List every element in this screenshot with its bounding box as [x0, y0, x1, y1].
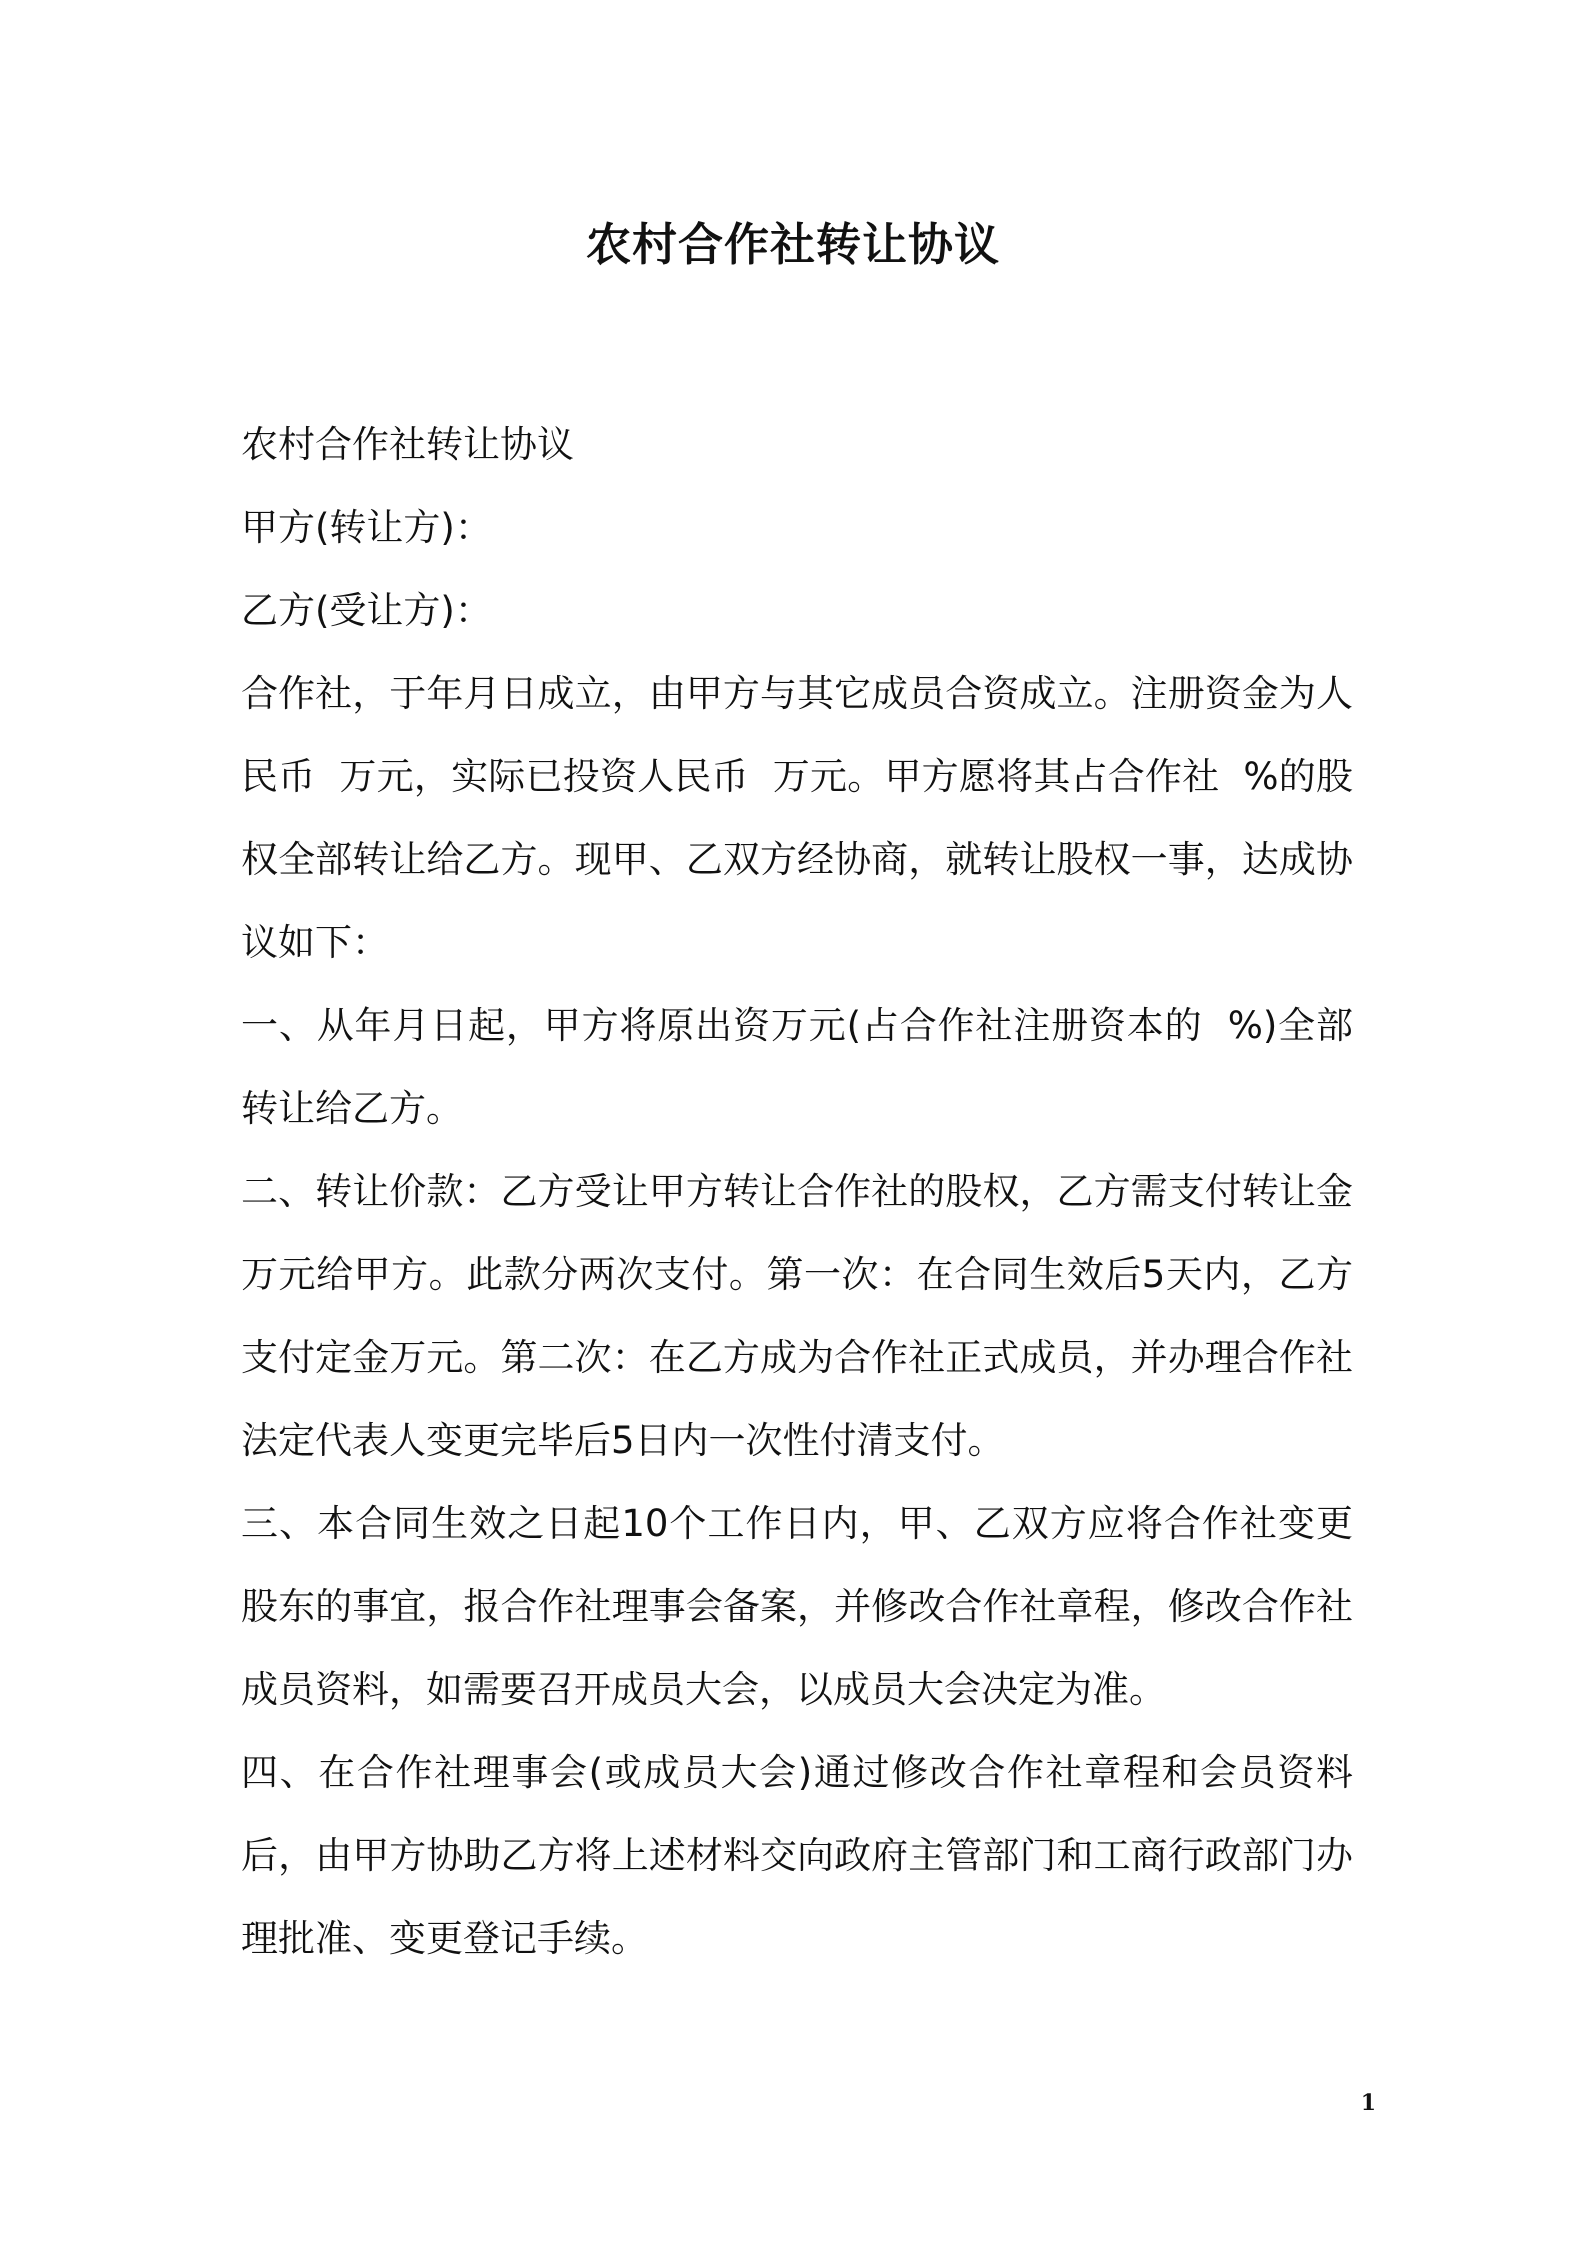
- document-title: 农村合作社转让协议: [585, 218, 1000, 271]
- party-a-line: 甲方(转让方)：: [241, 506, 492, 549]
- page-number: 1: [1360, 2090, 1376, 2116]
- clause-4-paragraph: 四、在合作社理事会(或成员大会)通过修改合作社章程和会员资料后，由甲方协助乙方将上述材料交向政府主管部门和工商行政部门办理批准、变更登记手续。: [241, 1751, 1353, 1960]
- clause-1-paragraph: 一、从年月日起，甲方将原出资万元(占合作社注册资本的 %)全部转让给乙方。: [241, 1004, 1353, 1130]
- party-b-line: 乙方(受让方)：: [241, 589, 492, 632]
- clause-3-paragraph: 三、本合同生效之日起10个工作日内，甲、乙双方应将合作社变更股东的事宜，报合作社理事会备案，并修改合作社章程，修改合作社成员资料，如需要召开成员大会，以成员大会决定为准。: [241, 1502, 1353, 1711]
- clause-2-paragraph: 二、转让价款：乙方受让甲方转让合作社的股权，乙方需支付转让金万元给甲方。此款分两次支付。第一次：在合同生效后5天内，乙方支付定金万元。第二次：在乙方成为合作社正式成员，并办理合作社法定代表人变更完毕后5日内一次性付清支付。: [241, 1170, 1353, 1462]
- preamble-paragraph: 合作社，于年月日成立，由甲方与其它成员合资成立。注册资金为人民币 万元，实际已投资人民币 万元。甲方愿将其占合作社 %的股权全部转让给乙方。现甲、乙双方经协商，就转让股权一事，达成协议如下：: [241, 672, 1353, 964]
- document-body: [241, 403, 1353, 1980]
- subtitle-paragraph: 农村合作社转让协议: [241, 423, 574, 466]
